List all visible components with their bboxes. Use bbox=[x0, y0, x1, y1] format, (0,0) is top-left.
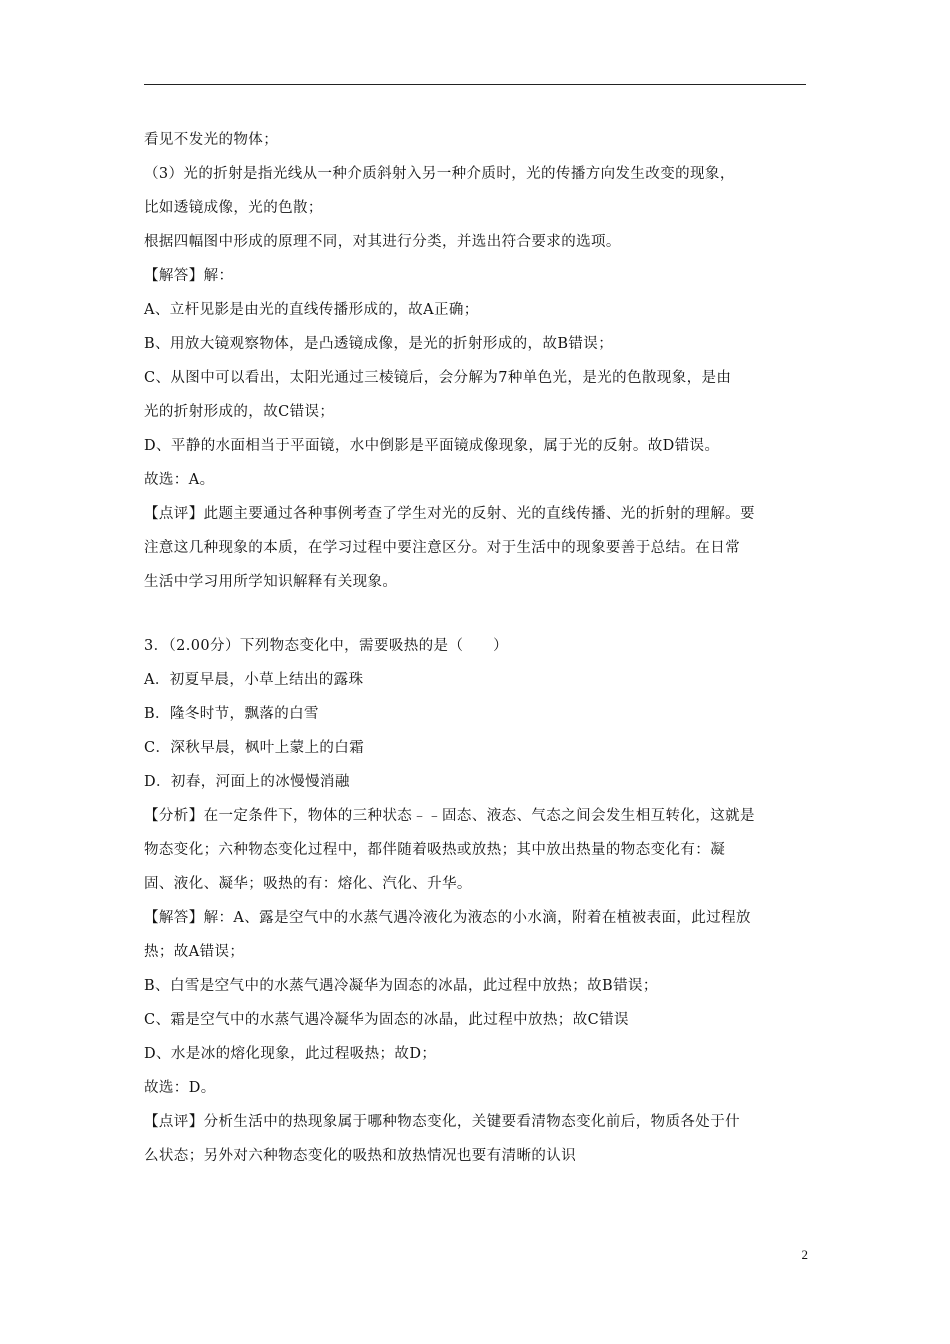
answer-line: D、水是冰的熔化现象，此过程吸热；故D； bbox=[144, 1046, 437, 1062]
text-line: D、平静的水面相当于平面镜，水中倒影是平面镜成像现象，属于光的反射。故D错误。 bbox=[144, 438, 720, 454]
text-line: C、从图中可以看出，太阳光通过三棱镜后，会分解为7种单色光，是光的色散现象，是由 bbox=[144, 370, 732, 386]
text-line: 根据四幅图中形成的原理不同，对其进行分类，并选出符合要求的选项。 bbox=[144, 234, 621, 250]
text-line: （3）光的折射是指光线从一种介质斜射入另一种介质时，光的传播方向发生改变的现象， bbox=[144, 166, 735, 182]
text-line: B、用放大镜观察物体，是凸透镜成像，是光的折射形成的，故B错误； bbox=[144, 336, 614, 352]
option-d: D．初春，河面上的冰慢慢消融 bbox=[144, 774, 350, 790]
comment-line: 么状态；另外对六种物态变化的吸热和放热情况也要有清晰的认识 bbox=[144, 1148, 577, 1164]
option-c: C．深秋早晨，枫叶上蒙上的白霜 bbox=[144, 740, 365, 756]
selected-answer: 故选：A。 bbox=[144, 472, 215, 488]
answer-line: B、白雪是空气中的水蒸气遇冷凝华为固态的冰晶，此过程中放热；故B错误； bbox=[144, 978, 658, 994]
analysis-line: 固、液化、凝华；吸热的有：熔化、汽化、升华。 bbox=[144, 876, 472, 892]
question-3 bbox=[144, 629, 812, 1173]
previous-question-explanation bbox=[144, 123, 812, 599]
answer-heading: 【解答】解： bbox=[144, 268, 234, 284]
text-line: A、立杆见影是由光的直线传播形成的，故A正确； bbox=[144, 302, 479, 318]
comment-line: 注意这几种现象的本质，在学习过程中要注意区分。对于生活中的现象要善于总结。在日常 bbox=[144, 540, 740, 556]
answer-line: C、霜是空气中的水蒸气遇冷凝华为固态的冰晶，此过程中放热；故C错误 bbox=[144, 1012, 629, 1028]
text-line: 看见不发光的物体； bbox=[144, 132, 279, 148]
option-a: A．初夏早晨，小草上结出的露珠 bbox=[144, 672, 364, 688]
answer-line: 【解答】解：A、露是空气中的水蒸气遇冷液化为液态的小水滴，附着在植被表面，此过程放 bbox=[144, 910, 751, 926]
option-b: B．隆冬时节，飘落的白雪 bbox=[144, 706, 319, 722]
section-gap bbox=[144, 599, 812, 629]
comment-line: 生活中学习用所学知识解释有关现象。 bbox=[144, 574, 398, 590]
question-stem: 3．（2.00分）下列物态变化中，需要吸热的是（ ） bbox=[144, 638, 509, 654]
text-line: 比如透镜成像，光的色散； bbox=[144, 200, 323, 216]
analysis-line: 物态变化；六种物态变化过程中，都伴随着吸热或放热；其中放出热量的物态变化有：凝 bbox=[144, 842, 726, 858]
selected-answer: 故选：D。 bbox=[144, 1080, 216, 1096]
text-line: 光的折射形成的，故C错误； bbox=[144, 404, 335, 420]
analysis-line: 【分析】在一定条件下，物体的三种状态﹣﹣固态、液态、气态之间会发生相互转化，这就是 bbox=[144, 808, 755, 824]
page-number: 2 bbox=[801, 1247, 808, 1262]
comment-line: 【点评】分析生活中的热现象属于哪种物态变化，关键要看清物态变化前后，物质各处于什 bbox=[144, 1114, 740, 1130]
page-content bbox=[144, 123, 812, 1173]
comment-line: 【点评】此题主要通过各种事例考查了学生对光的反射、光的直线传播、光的折射的理解。要 bbox=[144, 506, 755, 522]
answer-line: 热；故A错误； bbox=[144, 944, 245, 960]
header-rule bbox=[144, 84, 806, 85]
